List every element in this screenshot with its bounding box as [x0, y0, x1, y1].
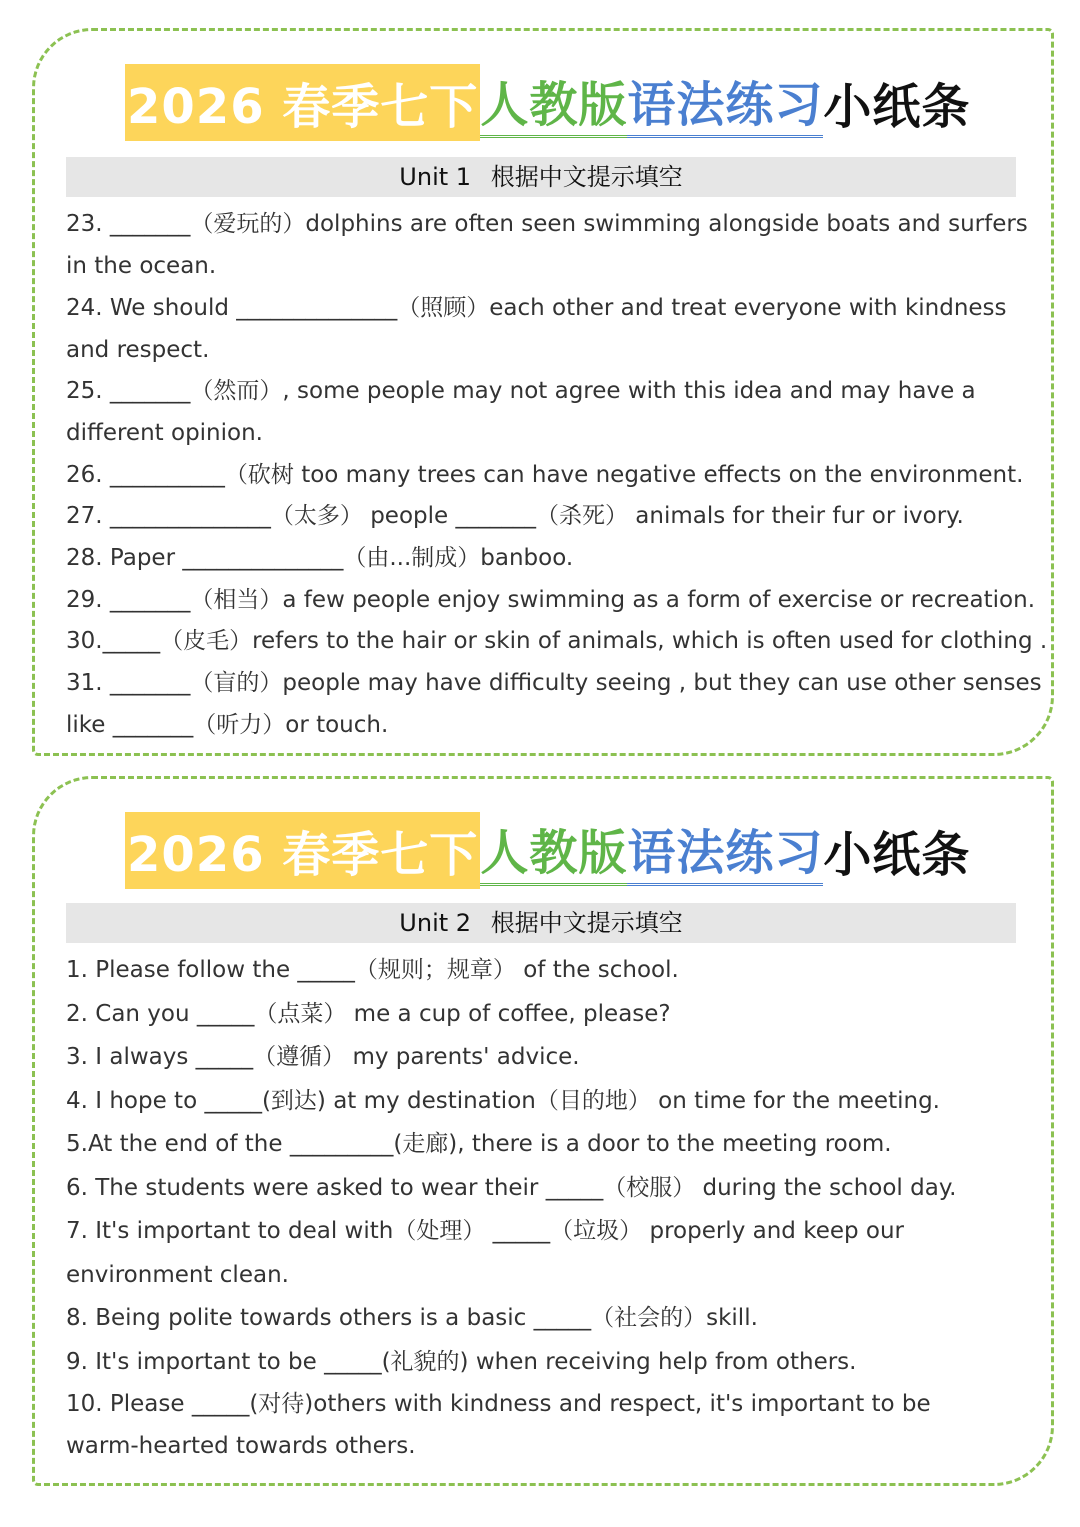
question-line: and respect. — [66, 337, 210, 363]
question-line: 7. It's important to deal with（处理） _____（垃圾） properly and keep our — [66, 1218, 905, 1244]
task-label: 根据中文提示填空 — [490, 909, 683, 937]
title-part-edition: 人教版 — [480, 814, 627, 886]
question-line: 8. Being polite towards others is a basic _____（社会的）skill. — [66, 1305, 758, 1331]
question-line: 26. __________（砍树 too many trees can have negative effects on the environment. — [66, 462, 1024, 488]
question-line: in the ocean. — [66, 253, 217, 279]
question-line: 1. Please follow the _____（规则；规章） of the school. — [66, 957, 679, 983]
question-line: 3. I always _____（遵循） my parents' advice. — [66, 1044, 580, 1070]
question-line: 28. Paper ______________（由...制成）banboo. — [66, 545, 574, 571]
task-label: 根据中文提示填空 — [490, 163, 683, 191]
unit-header-bar — [66, 903, 1016, 943]
unit-label: Unit 2 — [399, 909, 472, 937]
title-part-year: 2026 春季七下 — [125, 812, 480, 889]
unit-label: Unit 1 — [399, 163, 472, 191]
question-line: 27. ______________（太多） people _______（杀死） animals for their fur or ivory. — [66, 503, 964, 529]
question-line: 30._____（皮毛）refers to the hair or skin of animals, which is often used for clothing . — [66, 628, 1048, 654]
question-line: warm-hearted towards others. — [66, 1433, 416, 1459]
question-line: 6. The students were asked to wear their _____（校服） during the school day. — [66, 1175, 957, 1201]
question-line: different opinion. — [66, 420, 263, 446]
question-line: 5.At the end of the _________(走廊), there is a door to the meeting room. — [66, 1131, 892, 1157]
question-line: environment clean. — [66, 1262, 289, 1288]
card-title — [125, 814, 970, 886]
question-line: 24. We should ______________（照顾）each other and treat everyone with kindness — [66, 295, 1007, 321]
worksheet-card-unit1 — [32, 28, 1054, 756]
title-part-grammar: 语法练习 — [627, 814, 823, 886]
card-title — [125, 66, 970, 138]
question-line: 31. _______（盲的）people may have difficulty seeing , but they can use other senses — [66, 670, 1042, 696]
title-part-edition: 人教版 — [480, 66, 627, 138]
title-part-note: 小纸条 — [823, 826, 971, 883]
worksheet-card-unit2 — [32, 776, 1054, 1486]
question-line: 2. Can you _____（点菜） me a cup of coffee, please? — [66, 1001, 671, 1027]
question-line: 9. It's important to be _____(礼貌的) when receiving help from others. — [66, 1349, 857, 1375]
title-part-note: 小纸条 — [823, 78, 971, 135]
question-line: 29. _______（相当）a few people enjoy swimming as a form of exercise or recreation. — [66, 587, 1036, 613]
question-line: 4. I hope to _____(到达) at my destination（目的地） on time for the meeting. — [66, 1088, 940, 1114]
title-part-grammar: 语法练习 — [627, 66, 823, 138]
question-line: like _______（听力）or touch. — [66, 712, 389, 738]
question-line: 23. _______（爱玩的）dolphins are often seen swimming alongside boats and surfers — [66, 211, 1028, 237]
question-line: 25. _______（然而）, some people may not agree with this idea and may have a — [66, 378, 976, 404]
unit-header-bar — [66, 157, 1016, 197]
question-line: 10. Please _____(对待)others with kindness and respect, it's important to be — [66, 1391, 931, 1417]
title-part-year: 2026 春季七下 — [125, 64, 480, 141]
